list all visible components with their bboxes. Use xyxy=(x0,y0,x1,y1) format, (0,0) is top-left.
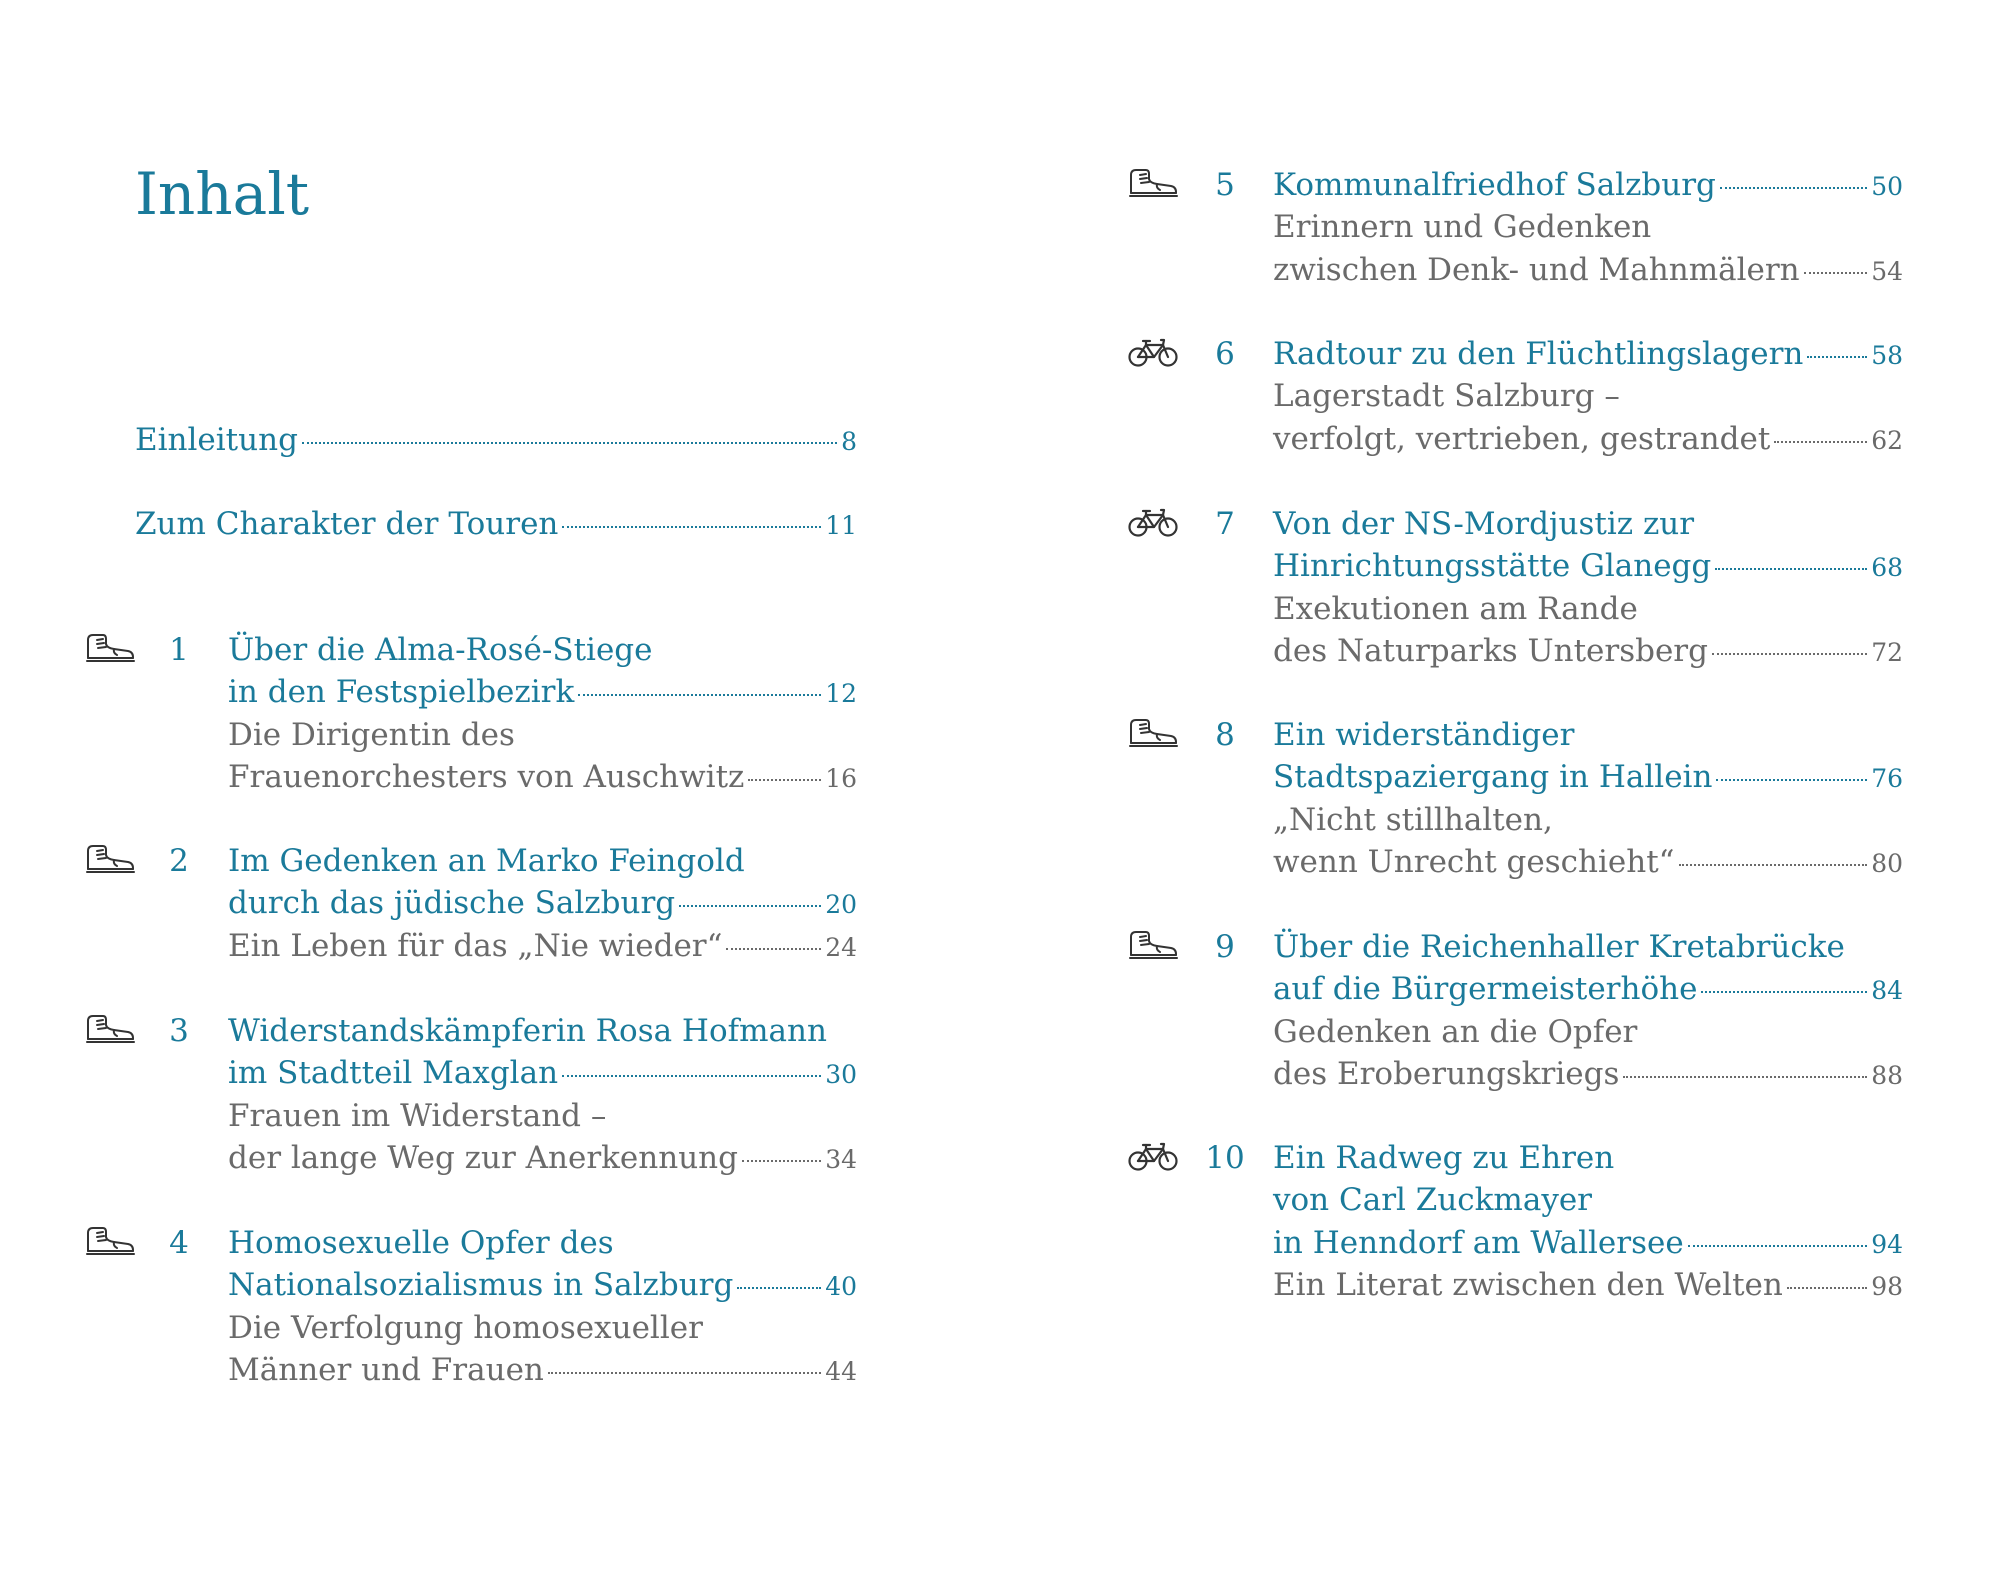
tour-title-line[interactable] xyxy=(1273,1222,1903,1264)
toc-entry-text: Frauenorchesters von Auschwitz xyxy=(228,759,745,795)
bicycle-icon xyxy=(1127,335,1179,369)
toc-entry-text: Ein Literat zwischen den Welten xyxy=(1273,1267,1783,1303)
page-number: 44 xyxy=(825,1357,857,1386)
toc-entry-text: Widerstandskämpferin Rosa Hofmann xyxy=(228,1013,827,1049)
toc-entry-text: des Eroberungskriegs xyxy=(1273,1056,1620,1092)
dot-leader xyxy=(1720,187,1867,189)
page-number: 40 xyxy=(825,1272,857,1301)
toc-entry-text: Die Verfolgung homosexueller xyxy=(228,1310,703,1346)
toc-entry-text: Kommunalfriedhof Salzburg xyxy=(1273,167,1716,203)
toc-entry-text: Männer und Frauen xyxy=(228,1352,544,1388)
tour-subtitle-line[interactable] xyxy=(1273,1053,1903,1095)
toc-entry-text: wenn Unrecht geschieht“ xyxy=(1273,844,1675,880)
page-title: Inhalt xyxy=(135,160,310,228)
tour-title-line[interactable] xyxy=(1273,1179,1592,1221)
tour-title-line[interactable] xyxy=(228,1222,614,1264)
toc-entry-text: Von der NS-Mordjustiz zur xyxy=(1273,506,1695,542)
toc-entry-text: der lange Weg zur Anerkennung xyxy=(228,1140,738,1176)
page-number: 58 xyxy=(1871,341,1903,370)
tour-subtitle-line[interactable] xyxy=(228,1137,857,1179)
page-number: 88 xyxy=(1871,1061,1903,1090)
toc-entry-text: in den Festspielbezirk xyxy=(228,674,575,710)
tour-subtitle-line[interactable] xyxy=(1273,206,1651,248)
toc-entry-text: in Henndorf am Wallersee xyxy=(1273,1225,1684,1261)
toc-entry-text: zwischen Denk- und Mahnmälern xyxy=(1273,252,1800,288)
tour-title-line[interactable] xyxy=(1273,756,1903,798)
tour-title-line[interactable] xyxy=(1273,926,1845,968)
dot-leader xyxy=(562,1075,821,1077)
page-number: 98 xyxy=(1871,1272,1903,1301)
bicycle-icon xyxy=(1127,1139,1179,1173)
tour-subtitle-line[interactable] xyxy=(1273,1011,1637,1053)
dot-leader xyxy=(679,905,821,907)
dot-leader xyxy=(1787,1287,1867,1289)
page-number: 24 xyxy=(825,933,857,962)
page-number: 20 xyxy=(825,890,857,919)
tour-number: 7 xyxy=(1215,506,1235,542)
tour-title-line[interactable] xyxy=(228,1052,857,1094)
tour-number: 9 xyxy=(1215,929,1235,965)
dot-leader xyxy=(1804,272,1868,274)
dot-leader xyxy=(726,948,821,950)
dot-leader xyxy=(1807,356,1867,358)
tour-number: 1 xyxy=(169,632,189,668)
toc-entry-text: Die Dirigentin des xyxy=(228,717,515,753)
tour-number: 5 xyxy=(1215,167,1235,203)
toc-entry-text: des Naturparks Untersberg xyxy=(1273,633,1708,669)
page-number: 12 xyxy=(825,679,857,708)
page-number: 68 xyxy=(1871,553,1903,582)
tour-title-line[interactable] xyxy=(228,882,857,924)
toc-entry-text: Radtour zu den Flüchtlingslagern xyxy=(1273,336,1804,372)
tour-subtitle-line[interactable] xyxy=(1273,588,1638,630)
toc-entry-text: Frauen im Widerstand – xyxy=(228,1098,607,1134)
page-number: 54 xyxy=(1871,257,1903,286)
tour-subtitle-line[interactable] xyxy=(228,1095,606,1137)
page-number: 11 xyxy=(825,511,857,540)
toc-entry-text: Stadtspaziergang in Hallein xyxy=(1273,759,1713,795)
tour-subtitle-line[interactable] xyxy=(1273,249,1903,291)
page-number: 80 xyxy=(1871,849,1903,878)
hiking-boot-icon xyxy=(84,1224,136,1258)
tour-number: 6 xyxy=(1215,336,1235,372)
page-number: 84 xyxy=(1871,976,1903,1005)
tour-subtitle-line[interactable] xyxy=(1273,841,1903,883)
hiking-boot-icon xyxy=(84,631,136,665)
toc-entry-text: Hinrichtungsstätte Glanegg xyxy=(1273,548,1712,584)
page-number: 16 xyxy=(825,764,857,793)
dot-leader xyxy=(302,442,837,444)
toc-entry-text: Ein Leben für das „Nie wieder“ xyxy=(228,928,723,964)
tour-title-line[interactable] xyxy=(228,1010,827,1052)
dot-leader xyxy=(742,1160,821,1162)
toc-entry-text: von Carl Zuckmayer xyxy=(1273,1182,1592,1218)
tour-number: 2 xyxy=(169,843,189,879)
page-number: 34 xyxy=(825,1145,857,1174)
page-number: 76 xyxy=(1871,764,1903,793)
toc-entry-text: Erinnern und Gedenken xyxy=(1273,209,1652,245)
tour-title-line[interactable] xyxy=(1273,1137,1614,1179)
toc-entry-text: auf die Bürgermeisterhöhe xyxy=(1273,971,1698,1007)
page-number: 72 xyxy=(1871,638,1903,667)
toc-entry-text: Exekutionen am Rande xyxy=(1273,591,1638,627)
dot-leader xyxy=(1688,1245,1868,1247)
dot-leader xyxy=(1679,864,1868,866)
tour-title-line[interactable] xyxy=(228,629,652,671)
toc-entry-text: Zum Charakter der Touren xyxy=(135,506,559,542)
tour-title-line[interactable] xyxy=(228,1264,857,1306)
tour-subtitle-line[interactable] xyxy=(228,1307,703,1349)
dot-leader xyxy=(748,779,821,781)
dot-leader xyxy=(1715,568,1867,570)
hiking-boot-icon xyxy=(1127,928,1179,962)
hiking-boot-icon xyxy=(1127,716,1179,750)
dot-leader xyxy=(578,694,821,696)
toc-entry-text: Lagerstadt Salzburg – xyxy=(1273,378,1620,414)
toc-entry-text: durch das jüdische Salzburg xyxy=(228,885,676,921)
toc-entry-text: Homosexuelle Opfer des xyxy=(228,1225,614,1261)
hiking-boot-icon xyxy=(84,1012,136,1046)
page-number: 50 xyxy=(1871,172,1903,201)
dot-leader xyxy=(1774,441,1867,443)
tour-title-line[interactable] xyxy=(1273,164,1903,206)
page-number: 8 xyxy=(841,427,857,456)
toc-entry-text: „Nicht stillhalten, xyxy=(1273,802,1553,838)
tour-title-line[interactable] xyxy=(1273,714,1574,756)
toc-entry-text: Ein widerständiger xyxy=(1273,717,1575,753)
hiking-boot-icon xyxy=(1127,166,1179,200)
dot-leader xyxy=(737,1287,821,1289)
tour-number: 3 xyxy=(169,1013,189,1049)
toc-entry-text: Über die Alma-Rosé-Stiege xyxy=(228,632,653,668)
dot-leader xyxy=(1716,779,1867,781)
tour-subtitle-line[interactable] xyxy=(228,1349,857,1391)
tour-title-line[interactable] xyxy=(1273,333,1903,375)
tour-number: 10 xyxy=(1205,1140,1245,1176)
tour-title-line[interactable] xyxy=(1273,545,1903,587)
dot-leader xyxy=(1712,653,1867,655)
toc-entry-text: Über die Reichenhaller Kretabrücke xyxy=(1273,929,1845,965)
tour-number: 4 xyxy=(169,1225,189,1261)
page-number: 62 xyxy=(1871,426,1903,455)
tour-subtitle-line[interactable] xyxy=(228,925,857,967)
toc-entry-text: Ein Radweg zu Ehren xyxy=(1273,1140,1615,1176)
dot-leader xyxy=(1623,1076,1867,1078)
dot-leader xyxy=(548,1372,821,1374)
tour-title-line[interactable] xyxy=(228,671,857,713)
tour-title-line[interactable] xyxy=(1273,968,1903,1010)
tour-subtitle-line[interactable] xyxy=(228,756,857,798)
tour-subtitle-line[interactable] xyxy=(1273,799,1553,841)
tour-subtitle-line[interactable] xyxy=(1273,375,1620,417)
toc-entry-text: im Stadtteil Maxglan xyxy=(228,1055,559,1091)
dot-leader xyxy=(562,526,821,528)
tour-subtitle-line[interactable] xyxy=(1273,1264,1903,1306)
tour-number: 8 xyxy=(1215,717,1235,753)
page-number: 30 xyxy=(825,1060,857,1089)
toc-entry-text: Nationalsozialismus in Salzburg xyxy=(228,1267,734,1303)
dot-leader xyxy=(1701,991,1867,993)
tour-title-line[interactable] xyxy=(228,840,745,882)
hiking-boot-icon xyxy=(84,842,136,876)
tour-subtitle-line[interactable] xyxy=(228,714,515,756)
toc-entry-text: Einleitung xyxy=(135,422,298,458)
tour-subtitle-line[interactable] xyxy=(1273,630,1903,672)
tour-subtitle-line[interactable] xyxy=(1273,418,1903,460)
toc-entry-intro[interactable] xyxy=(135,419,857,461)
toc-entry-text: Im Gedenken an Marko Feingold xyxy=(228,843,745,879)
toc-entry-intro[interactable] xyxy=(135,503,857,545)
tour-title-line[interactable] xyxy=(1273,503,1694,545)
page-number: 94 xyxy=(1871,1230,1903,1259)
toc-entry-text: verfolgt, vertrieben, gestrandet xyxy=(1273,421,1771,457)
bicycle-icon xyxy=(1127,505,1179,539)
toc-entry-text: Gedenken an die Opfer xyxy=(1273,1014,1638,1050)
